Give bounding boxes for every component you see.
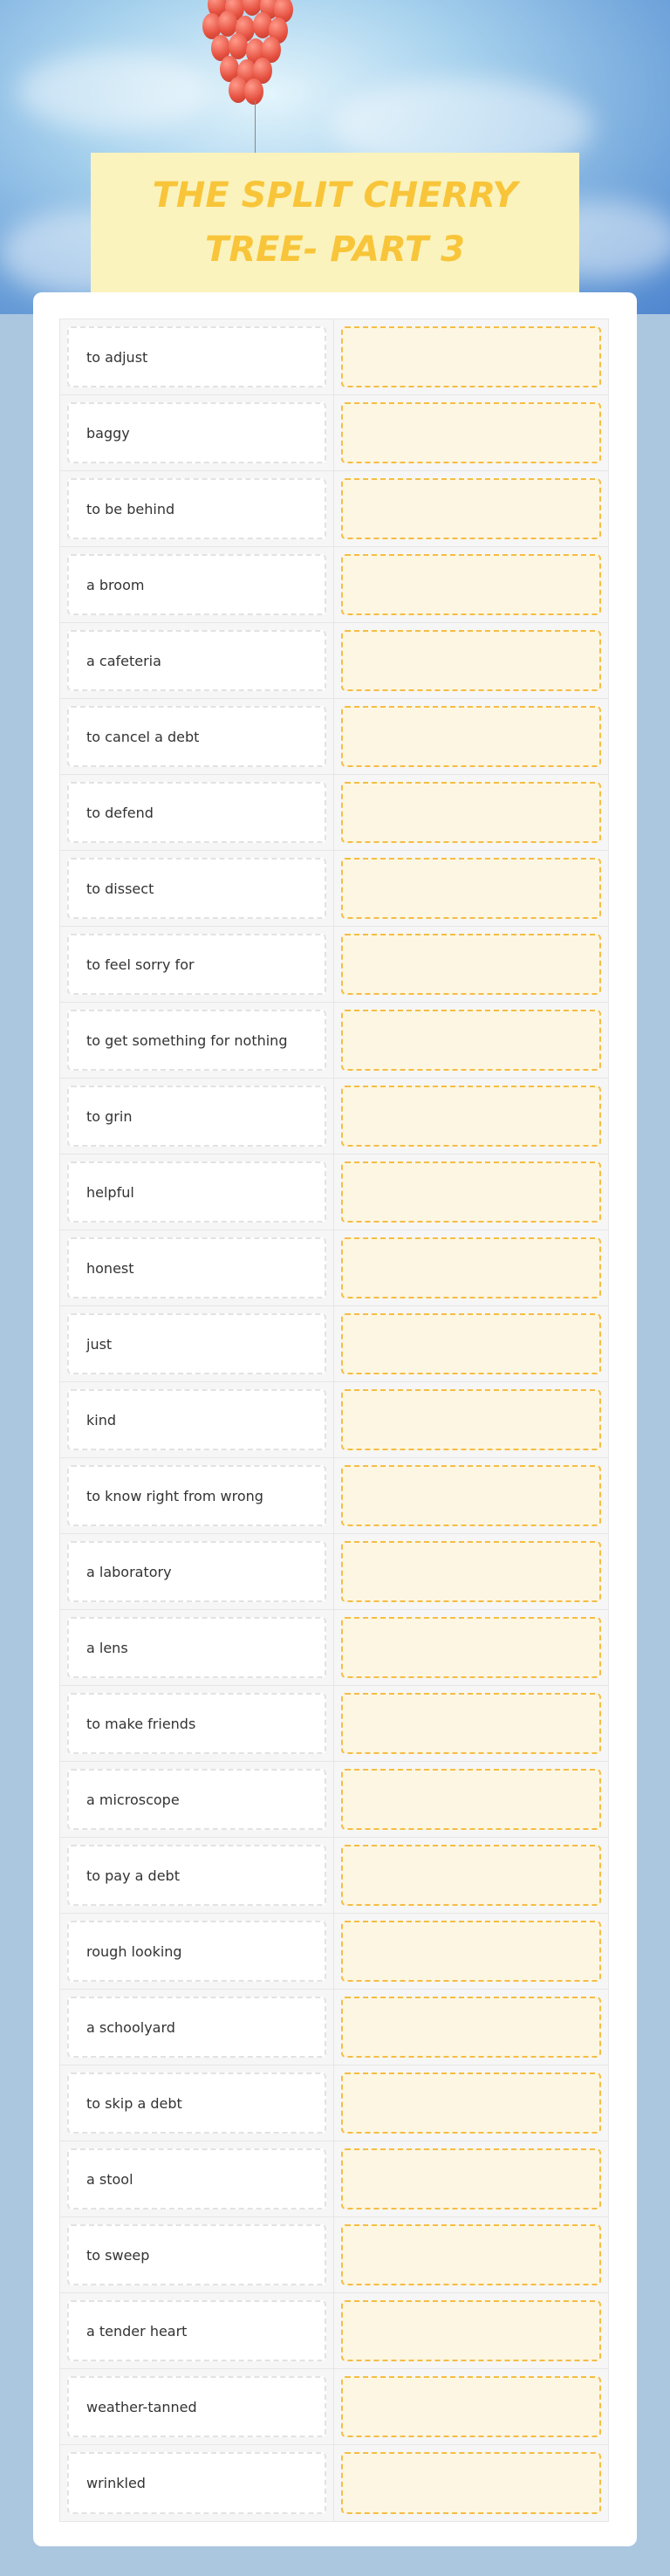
term-card[interactable] xyxy=(67,1313,326,1374)
term-label: a microscope xyxy=(86,1791,180,1808)
drop-zone[interactable] xyxy=(341,1161,601,1223)
term-cell xyxy=(60,1154,334,1230)
table-row xyxy=(60,2217,608,2293)
table-row xyxy=(60,927,608,1003)
term-label: a lens xyxy=(86,1639,128,1656)
drop-zone[interactable] xyxy=(341,1237,601,1298)
drop-zone[interactable] xyxy=(341,858,601,919)
drop-zone[interactable] xyxy=(341,2452,601,2514)
drop-zone[interactable] xyxy=(341,1313,601,1374)
term-label: a stool xyxy=(86,2170,133,2188)
term-card[interactable] xyxy=(67,326,326,387)
answer-cell xyxy=(334,2293,608,2368)
term-cell xyxy=(60,1914,334,1989)
drop-zone[interactable] xyxy=(341,1997,601,2058)
term-card[interactable] xyxy=(67,1237,326,1298)
term-cell xyxy=(60,1003,334,1078)
drop-zone[interactable] xyxy=(341,1769,601,1830)
table-row xyxy=(60,1230,608,1306)
term-label: helpful xyxy=(86,1183,134,1201)
table-row xyxy=(60,1686,608,1762)
term-cell xyxy=(60,2293,334,2368)
table-row xyxy=(60,775,608,851)
drop-zone[interactable] xyxy=(341,706,601,767)
table-row xyxy=(60,2293,608,2369)
term-label: weather-tanned xyxy=(86,2398,197,2415)
answer-cell xyxy=(334,1914,608,1989)
term-label: to dissect xyxy=(86,880,154,897)
table-row xyxy=(60,1914,608,1990)
answer-cell xyxy=(334,1762,608,1837)
answer-cell xyxy=(334,1686,608,1761)
drop-zone[interactable] xyxy=(341,1921,601,1982)
term-card[interactable] xyxy=(67,2300,326,2361)
term-card[interactable] xyxy=(67,1997,326,2058)
term-card[interactable] xyxy=(67,1541,326,1602)
term-label: just xyxy=(86,1335,113,1353)
drop-zone[interactable] xyxy=(341,554,601,615)
answer-cell xyxy=(334,2217,608,2292)
term-cell xyxy=(60,395,334,470)
term-cell xyxy=(60,2445,334,2521)
answer-cell xyxy=(334,1534,608,1609)
drop-zone[interactable] xyxy=(341,1389,601,1450)
table-row xyxy=(60,2066,608,2141)
answer-cell xyxy=(334,2445,608,2521)
answer-cell xyxy=(334,927,608,1002)
term-label: rough looking xyxy=(86,1942,182,1960)
drop-zone[interactable] xyxy=(341,478,601,539)
term-card[interactable] xyxy=(67,1086,326,1147)
term-card[interactable] xyxy=(67,1465,326,1526)
term-card[interactable] xyxy=(67,934,326,995)
drop-zone[interactable] xyxy=(341,2224,601,2285)
table-row xyxy=(60,395,608,471)
drop-zone[interactable] xyxy=(341,934,601,995)
term-card[interactable] xyxy=(67,2072,326,2134)
term-cell xyxy=(60,1534,334,1609)
term-card[interactable] xyxy=(67,1693,326,1754)
table-row xyxy=(60,2141,608,2217)
answer-cell xyxy=(334,1458,608,1533)
term-cell xyxy=(60,1610,334,1685)
drop-zone[interactable] xyxy=(341,1465,601,1526)
page-title: THE SPLIT CHERRY TREE- PART 3 xyxy=(152,175,518,270)
answer-cell xyxy=(334,1154,608,1230)
term-card[interactable] xyxy=(67,478,326,539)
table-row xyxy=(60,319,608,395)
term-cell xyxy=(60,2217,334,2292)
answer-cell xyxy=(334,1306,608,1381)
term-card[interactable] xyxy=(67,782,326,843)
term-card[interactable] xyxy=(67,554,326,615)
table-row xyxy=(60,1003,608,1079)
drop-zone[interactable] xyxy=(341,1541,601,1602)
drop-zone[interactable] xyxy=(341,1010,601,1071)
answer-cell xyxy=(334,547,608,622)
term-card[interactable] xyxy=(67,1921,326,1982)
drop-zone[interactable] xyxy=(341,2376,601,2437)
drop-zone[interactable] xyxy=(341,326,601,387)
term-card[interactable] xyxy=(67,402,326,463)
term-cell xyxy=(60,1230,334,1305)
term-card[interactable] xyxy=(67,1161,326,1223)
answer-cell xyxy=(334,1382,608,1457)
drop-zone[interactable] xyxy=(341,1086,601,1147)
term-label: to sweep xyxy=(86,2246,150,2264)
term-label: to pay a debt xyxy=(86,1867,180,1884)
table-row xyxy=(60,1154,608,1230)
table-row xyxy=(60,1382,608,1458)
table-row xyxy=(60,2445,608,2521)
term-cell xyxy=(60,547,334,622)
table-row xyxy=(60,1079,608,1154)
term-cell xyxy=(60,471,334,546)
term-label: wrinkled xyxy=(86,2475,146,2491)
answer-cell xyxy=(334,1610,608,1685)
drop-zone[interactable] xyxy=(341,2072,601,2134)
term-label: to cancel a debt xyxy=(86,728,200,745)
table-row xyxy=(60,1306,608,1382)
drop-zone[interactable] xyxy=(341,782,601,843)
drop-zone[interactable] xyxy=(341,2148,601,2209)
drop-zone[interactable] xyxy=(341,630,601,691)
term-card[interactable] xyxy=(67,1617,326,1678)
answer-cell xyxy=(334,699,608,774)
term-label: to feel sorry for xyxy=(86,956,195,973)
table-row xyxy=(60,1458,608,1534)
answer-cell xyxy=(334,2141,608,2216)
drop-zone[interactable] xyxy=(341,2300,601,2361)
term-cell xyxy=(60,775,334,850)
term-card[interactable] xyxy=(67,706,326,767)
answer-cell xyxy=(334,1838,608,1913)
term-label: to get something for nothing xyxy=(86,1031,288,1049)
term-label: to know right from wrong xyxy=(86,1487,263,1504)
drop-zone[interactable] xyxy=(341,1693,601,1754)
term-cell xyxy=(60,1686,334,1761)
term-card[interactable] xyxy=(67,1845,326,1906)
answer-cell xyxy=(334,471,608,546)
balloons-image xyxy=(199,0,297,105)
term-cell xyxy=(60,319,334,394)
table-row xyxy=(60,851,608,927)
term-label: baggy xyxy=(86,424,130,442)
term-card[interactable] xyxy=(67,2224,326,2285)
term-card[interactable] xyxy=(67,630,326,691)
term-label: to make friends xyxy=(86,1715,196,1732)
term-label: a cafeteria xyxy=(86,652,161,669)
term-cell xyxy=(60,699,334,774)
answer-cell xyxy=(334,2369,608,2444)
term-cell xyxy=(60,623,334,698)
table-row xyxy=(60,1762,608,1838)
table-row xyxy=(60,547,608,623)
term-cell xyxy=(60,1382,334,1457)
drop-zone[interactable] xyxy=(341,1617,601,1678)
term-cell xyxy=(60,2369,334,2444)
term-label: to skip a debt xyxy=(86,2094,182,2112)
table-row xyxy=(60,623,608,699)
term-cell xyxy=(60,851,334,926)
balloon xyxy=(244,79,263,105)
term-card[interactable] xyxy=(67,2376,326,2437)
table-row xyxy=(60,1990,608,2066)
term-card[interactable] xyxy=(67,2148,326,2209)
drop-zone[interactable] xyxy=(341,1845,601,1906)
term-card[interactable] xyxy=(67,1389,326,1450)
table-row xyxy=(60,471,608,547)
term-label: a laboratory xyxy=(86,1563,172,1580)
term-cell xyxy=(60,2141,334,2216)
answer-cell xyxy=(334,1003,608,1078)
term-card[interactable] xyxy=(67,2452,326,2514)
answer-cell xyxy=(334,319,608,394)
title-banner xyxy=(91,153,579,292)
answer-cell xyxy=(334,1230,608,1305)
term-label: to defend xyxy=(86,804,154,821)
table-row xyxy=(60,699,608,775)
answer-cell xyxy=(334,2066,608,2141)
term-cell xyxy=(60,1990,334,2065)
answer-cell xyxy=(334,1079,608,1154)
term-label: a tender heart xyxy=(86,2322,188,2340)
answer-cell xyxy=(334,851,608,926)
term-label: honest xyxy=(86,1259,134,1277)
drop-zone[interactable] xyxy=(341,402,601,463)
term-cell xyxy=(60,1762,334,1837)
table-row xyxy=(60,1838,608,1914)
term-card[interactable] xyxy=(67,858,326,919)
term-cell xyxy=(60,1838,334,1913)
term-cell xyxy=(60,1079,334,1154)
table-row xyxy=(60,1534,608,1610)
term-cell xyxy=(60,927,334,1002)
term-cell xyxy=(60,1458,334,1533)
term-label: kind xyxy=(86,1411,117,1428)
answer-cell xyxy=(334,775,608,850)
term-label: to be behind xyxy=(86,500,175,517)
term-label: to grin xyxy=(86,1107,133,1125)
term-card[interactable] xyxy=(67,1769,326,1830)
term-card[interactable] xyxy=(67,1010,326,1071)
answer-cell xyxy=(334,1990,608,2065)
term-label: a schoolyard xyxy=(86,2018,175,2036)
term-cell xyxy=(60,2066,334,2141)
term-label: to adjust xyxy=(86,348,148,366)
matching-card xyxy=(33,292,637,2546)
answer-cell xyxy=(334,395,608,470)
answer-cell xyxy=(334,623,608,698)
table-row xyxy=(60,2369,608,2445)
balloon xyxy=(218,10,237,37)
matching-table xyxy=(59,319,609,2522)
table-row xyxy=(60,1610,608,1686)
term-label: a broom xyxy=(86,576,145,593)
term-cell xyxy=(60,1306,334,1381)
balloon-string xyxy=(255,100,256,153)
